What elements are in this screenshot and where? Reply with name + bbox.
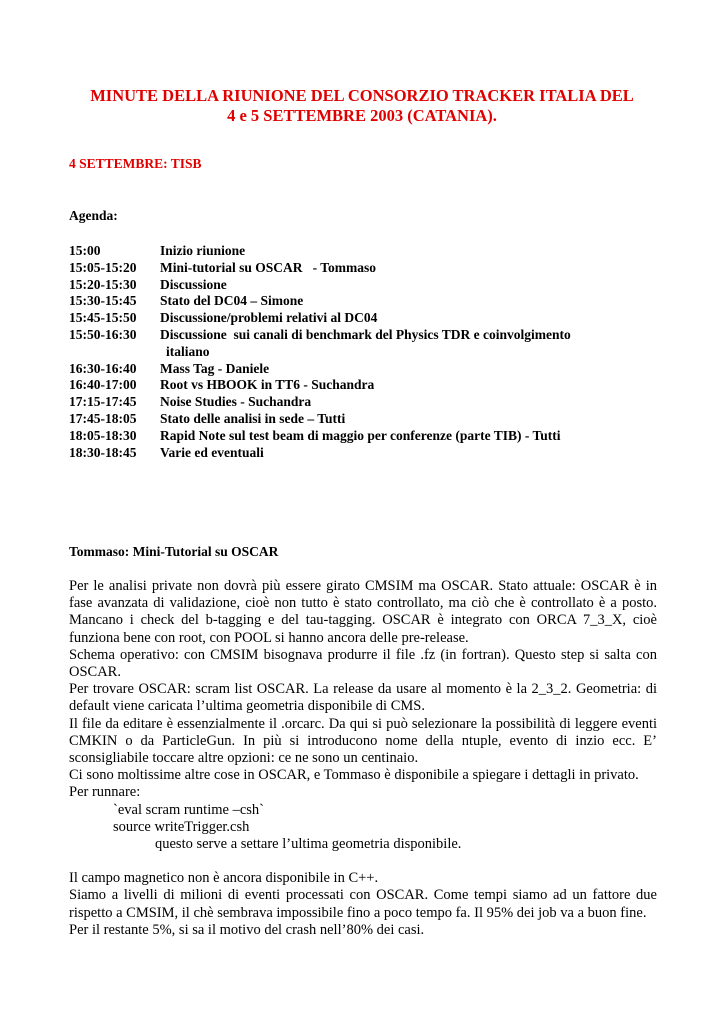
agenda-item	[69, 277, 669, 294]
agenda-time: 17:15-17:45	[69, 394, 137, 410]
document-title	[40, 86, 684, 126]
agenda-item	[69, 394, 669, 411]
agenda-item	[69, 428, 669, 445]
agenda-time: 15:45-15:50	[69, 310, 137, 326]
agenda-text: Noise Studies - Suchandra	[160, 394, 312, 410]
agenda-item	[69, 377, 669, 394]
agenda-time: 18:05-18:30	[69, 427, 137, 443]
agenda-text: Discussione	[160, 276, 227, 292]
agenda-text: Discussione sui canali di benchmark del Physics TDR e coinvolgimento	[160, 326, 571, 342]
agenda-text-continuation: italiano	[166, 343, 210, 359]
agenda-text: Stato delle analisi in sede – Tutti	[160, 410, 346, 426]
code-line: `eval scram runtime –csh`	[113, 801, 264, 818]
paragraph: Il file da editare è essenzialmente il .orcarc. Da qui si può selezionare la possibilità di leggere eventi CMKIN o da ParticleGun. In più si introducono nome della ntuple, evento di inzio ecc. E’ sconsigliabile toccare altre opzioni: ce ne sono un centinaio.	[69, 715, 657, 767]
agenda-time: 17:45-18:05	[69, 410, 137, 426]
agenda-time: 15:30-15:45	[69, 293, 137, 309]
agenda-label: Agenda:	[69, 208, 118, 223]
agenda-item	[69, 310, 669, 327]
agenda-time: 16:30-16:40	[69, 360, 137, 376]
agenda-text: Inizio riunione	[160, 243, 246, 258]
agenda-text: Mass Tag - Daniele	[160, 360, 270, 376]
agenda-time: 16:40-17:00	[69, 377, 137, 393]
agenda-text: Discussione/problemi relativi al DC04	[160, 310, 378, 326]
agenda-item	[69, 445, 669, 462]
title-line-2: 4 e 5 SETTEMBRE 2003 (CATANIA).	[227, 106, 497, 125]
paragraph: Siamo a livelli di milioni di eventi processati con OSCAR. Come tempi siamo ad un fattore due rispetto a CMSIM, il chè sembrava impossibile fino a poco tempo fa. Il 95% dei job va a buon fine.	[69, 887, 657, 921]
agenda-item	[69, 327, 669, 344]
paragraph: Per trovare OSCAR: scram list OSCAR. La release da usare al momento è la 2_3_2. Geometria: di default viene caricata l’ultima geometria disponibile di CMS.	[69, 681, 657, 715]
paragraph: Per runnare:	[69, 784, 141, 801]
agenda-text: Mini-tutorial su OSCAR - Tommaso	[160, 259, 377, 275]
agenda-text: Rapid Note sul test beam di maggio per conferenze (parte TIB) - Tutti	[160, 427, 561, 443]
title-line-1: MINUTE DELLA RIUNIONE DEL CONSORZIO TRACKER ITALIA DEL	[90, 86, 634, 105]
agenda-list	[69, 243, 669, 461]
code-line: source writeTrigger.csh	[113, 818, 250, 835]
code-comment: questo serve a settare l’ultima geometria disponibile.	[155, 836, 462, 853]
agenda-time: 15:20-15:30	[69, 276, 137, 292]
day-heading: 4 SETTEMBRE: TISB	[69, 156, 202, 171]
agenda-item	[69, 411, 669, 428]
body-text	[69, 578, 657, 939]
agenda-time: 15:50-16:30	[69, 326, 137, 342]
paragraph: Schema operativo: con CMSIM bisognava produrre il file .fz (in fortran). Questo step si salta con OSCAR.	[69, 646, 657, 681]
paragraph: Per il restante 5%, si sa il motivo del crash nell’80% dei casi.	[69, 921, 425, 938]
agenda-time: 18:30-18:45	[69, 444, 137, 460]
paragraph: Ci sono moltissime altre cose in OSCAR, e Tommaso è disponibile a spiegare i dettagli in privato.	[69, 767, 639, 784]
paragraph: Per le analisi private non dovrà più essere girato CMSIM ma OSCAR. Stato attuale: OSCAR è in fase avanzata di validazione, cioè non tutto è stato controllato, ma ciò che è controllato è a posto. Mancano i check del b-tagging e del tau-tagging. OSCAR è integrato con ORCA 7_3_X, cioè funziona bene con root, con POOL si hanno ancora delle pre-release.	[69, 578, 657, 646]
agenda-item	[69, 361, 669, 378]
agenda-item	[69, 293, 669, 310]
agenda-time: 15:05-15:20	[69, 259, 137, 275]
agenda-time: 15:00	[69, 243, 101, 258]
agenda-text: Varie ed eventuali	[160, 444, 264, 460]
agenda-text: Stato del DC04 – Simone	[160, 293, 304, 309]
paragraph: Il campo magnetico non è ancora disponibile in C++.	[69, 870, 379, 887]
agenda-item	[69, 260, 669, 277]
agenda-item	[69, 243, 669, 260]
section-heading: Tommaso: Mini-Tutorial su OSCAR	[69, 544, 279, 559]
agenda-text: Root vs HBOOK in TT6 - Suchandra	[160, 377, 375, 393]
